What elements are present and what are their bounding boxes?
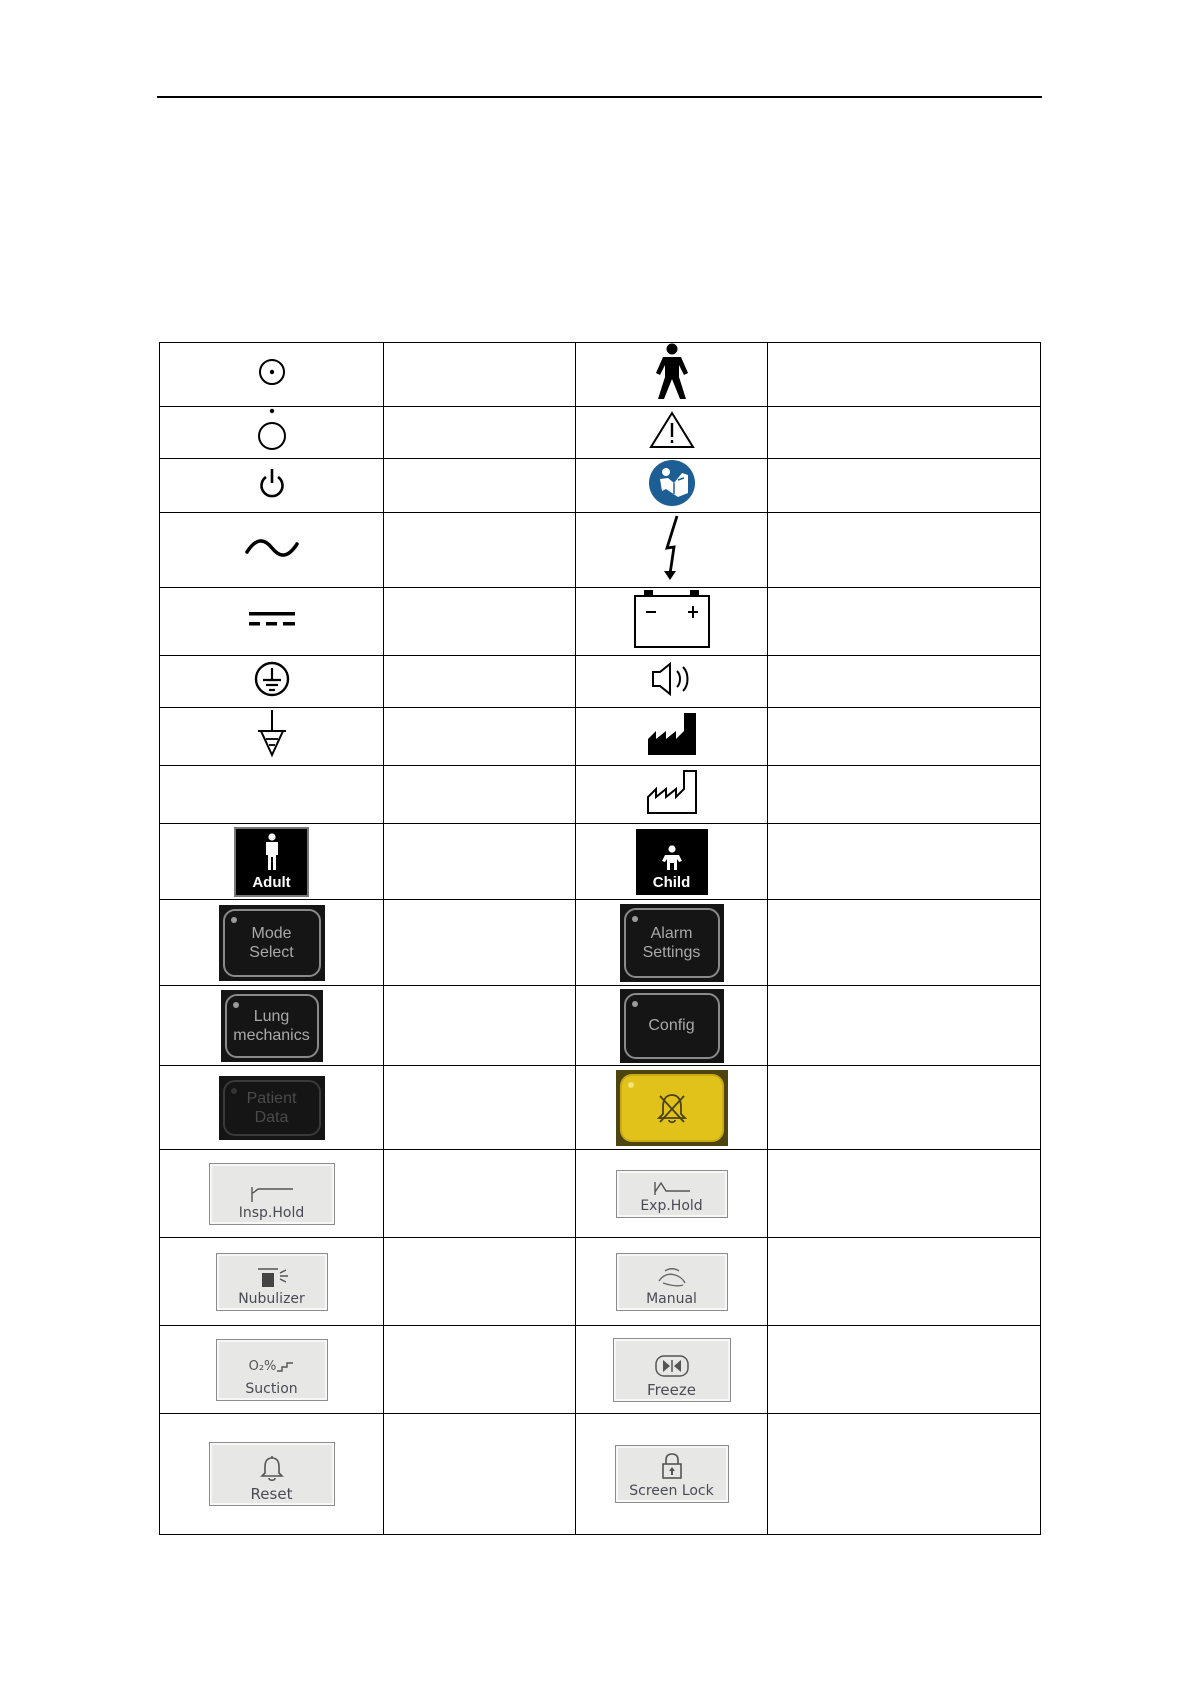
alarm-label-1: Alarm — [650, 924, 693, 942]
table-row — [160, 900, 1041, 986]
patient-data-key — [219, 1076, 325, 1140]
table-row — [160, 1150, 1041, 1238]
table-row — [160, 1066, 1041, 1150]
freeze-icon — [654, 1354, 690, 1378]
manufacturer-icon — [646, 711, 698, 757]
freeze-key — [613, 1338, 731, 1402]
suction-o2-icon — [249, 1359, 295, 1375]
equipotential-icon — [255, 709, 289, 759]
reset-label: Reset — [250, 1485, 293, 1503]
description-cell — [768, 407, 1041, 459]
description-cell — [768, 900, 1041, 986]
description-cell — [384, 1238, 576, 1326]
child-person-icon — [661, 845, 683, 871]
warning-triangle-icon — [649, 411, 695, 449]
mode-label-1: Mode — [251, 924, 292, 942]
battery-icon — [632, 588, 712, 650]
table-row — [160, 986, 1041, 1066]
table-row — [160, 766, 1041, 824]
description-cell — [768, 1414, 1041, 1535]
dangerous-voltage-icon — [659, 514, 685, 582]
child-label: Child — [652, 873, 691, 891]
description-cell — [768, 986, 1041, 1066]
exp-hold-label: Exp.Hold — [640, 1197, 703, 1214]
insp-hold-key — [209, 1163, 335, 1225]
protective-earth-icon — [253, 660, 291, 698]
description-cell — [384, 986, 576, 1066]
refer-to-manual-icon — [648, 459, 696, 507]
description-cell — [384, 513, 576, 588]
description-cell — [384, 1326, 576, 1414]
description-cell — [384, 1414, 576, 1535]
description-cell — [384, 1066, 576, 1150]
freeze-label: Freeze — [647, 1380, 696, 1399]
description-cell — [768, 656, 1041, 708]
indicator-led — [628, 1082, 634, 1088]
alarm-settings-key — [620, 904, 724, 982]
speaker-icon — [650, 661, 694, 697]
suction-label: Suction — [245, 1380, 298, 1397]
description-cell — [768, 1066, 1041, 1150]
nebulizer-icon — [252, 1267, 292, 1289]
o2-label: O₂% — [248, 1358, 277, 1374]
adult-person-icon — [264, 833, 280, 871]
description-cell — [384, 824, 576, 900]
indicator-led — [632, 916, 638, 922]
description-cell — [768, 513, 1041, 588]
table-row — [160, 459, 1041, 513]
table-row — [160, 343, 1041, 407]
insp-hold-waveform-icon — [249, 1185, 295, 1203]
description-cell — [384, 343, 576, 407]
type-bf-applied-part-icon — [652, 343, 692, 401]
adult-label: Adult — [252, 873, 291, 891]
exp-hold-waveform-icon — [652, 1180, 692, 1196]
lung-label-2: mechanics — [233, 1026, 310, 1044]
date-of-manufacture-icon — [646, 769, 698, 815]
indicator-led — [632, 1001, 638, 1007]
power-on-partial-icon — [257, 357, 287, 387]
indicator-led — [231, 1088, 237, 1094]
manual-hand-icon — [655, 1265, 689, 1289]
alternating-current-icon — [244, 536, 300, 560]
config-key — [620, 989, 724, 1063]
table-row — [160, 1414, 1041, 1535]
nebulizer-label: Nubulizer — [238, 1290, 305, 1307]
header-rule — [157, 96, 1042, 98]
description-cell — [768, 1238, 1041, 1326]
description-cell — [768, 343, 1041, 407]
lung-mechanics-key — [221, 990, 323, 1062]
description-cell — [768, 708, 1041, 766]
exp-hold-key — [616, 1170, 728, 1218]
alarm-silence-key — [616, 1070, 728, 1146]
table-row — [160, 1326, 1041, 1414]
alarm-silence-icon — [654, 1090, 690, 1126]
description-cell — [768, 459, 1041, 513]
indicator-led — [233, 1002, 239, 1008]
table-row — [160, 513, 1041, 588]
description-cell — [384, 900, 576, 986]
description-cell — [384, 459, 576, 513]
adult-button — [234, 827, 309, 897]
description-cell — [384, 1150, 576, 1238]
bell-icon — [258, 1454, 286, 1482]
power-off-partial-icon — [255, 407, 289, 453]
screen-lock-key — [615, 1445, 729, 1503]
empty-cell — [160, 766, 384, 824]
patient-label-2: Data — [254, 1108, 289, 1126]
description-cell — [768, 766, 1041, 824]
child-button — [636, 829, 708, 895]
table-row — [160, 708, 1041, 766]
indicator-led — [231, 917, 237, 923]
config-label: Config — [648, 1017, 695, 1034]
description-cell — [768, 1326, 1041, 1414]
direct-current-icon — [247, 609, 297, 629]
description-cell — [384, 588, 576, 656]
manual-key — [616, 1253, 728, 1311]
table-row — [160, 407, 1041, 459]
standby-power-icon — [257, 467, 287, 499]
mode-select-key — [219, 905, 325, 981]
screen-lock-label: Screen Lock — [629, 1483, 714, 1499]
table-row — [160, 588, 1041, 656]
table-row — [160, 656, 1041, 708]
patient-label-1: Patient — [246, 1089, 297, 1107]
manual-label: Manual — [646, 1290, 697, 1307]
description-cell — [384, 407, 576, 459]
symbols-table — [159, 342, 1041, 1535]
description-cell — [384, 766, 576, 824]
reset-key — [209, 1442, 335, 1506]
description-cell — [768, 588, 1041, 656]
lock-icon — [660, 1452, 684, 1480]
description-cell — [768, 824, 1041, 900]
table-row — [160, 824, 1041, 900]
mode-label-2: Select — [249, 943, 294, 961]
table-row — [160, 1238, 1041, 1326]
description-cell — [768, 1150, 1041, 1238]
lung-label-1: Lung — [253, 1007, 290, 1025]
nebulizer-key — [216, 1253, 328, 1311]
insp-hold-label: Insp.Hold — [238, 1204, 305, 1221]
suction-key — [216, 1339, 328, 1401]
description-cell — [384, 708, 576, 766]
alarm-label-2: Settings — [642, 943, 701, 961]
description-cell — [384, 656, 576, 708]
